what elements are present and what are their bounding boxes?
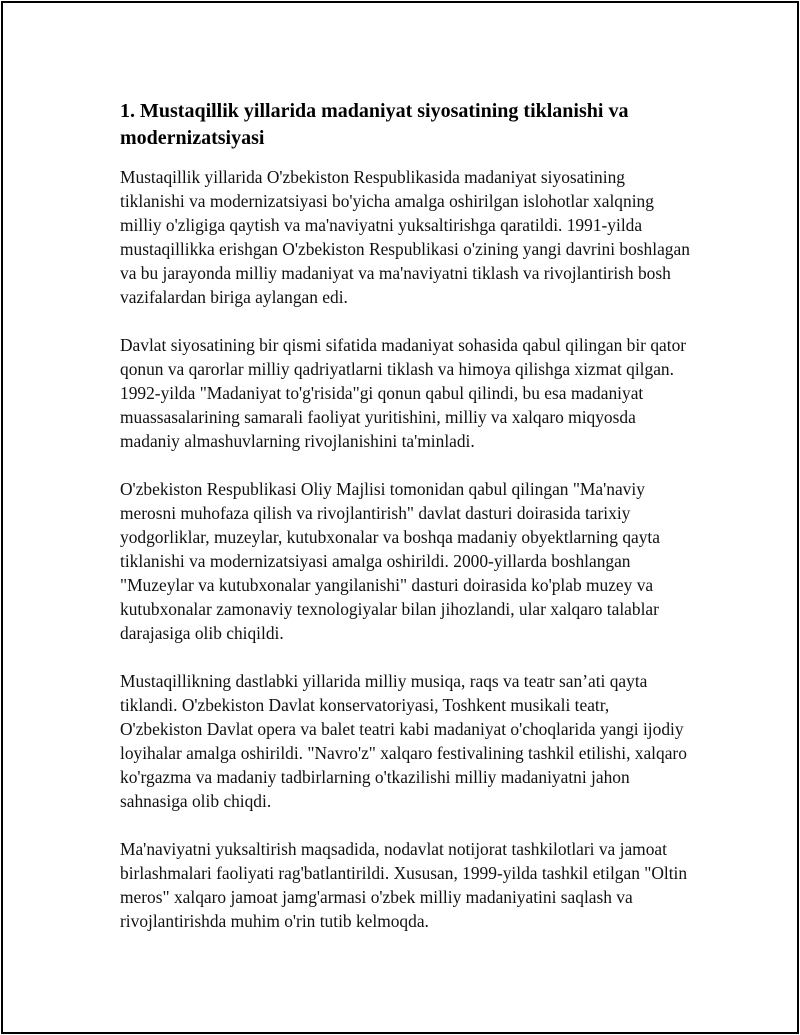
section-heading: 1. Mustaqillik yillarida madaniyat siyosatining tiklanishi va modernizatsiyasi — [120, 100, 629, 149]
document-body — [120, 98, 692, 957]
page-frame — [1, 1, 799, 1034]
paragraph-2: Davlat siyosatining bir qismi sifatida madaniyat sohasida qabul qilingan bir qator qonun va qarorlar milliy qadriyatlarni tiklash va himoya qilishga xizmat qilgan. 1992-yilda "Madaniyat to'g'risida"gi qonun qabul qilindi, bu esa madaniyat muassasalarining samarali faoliyat yuritishini, milliy va xalqaro miqyosda madaniy almashuvlarning rivojlanishini ta'minladi. — [120, 335, 687, 451]
paragraph-1: Mustaqillik yillarida O'zbekiston Respublikasida madaniyat siyosatining tiklanishi va modernizatsiyasi bo'yicha amalga oshirilgan islohotlar xalqning milliy o'zligiga qaytish va ma'naviyatni yuksaltirishga qaratildi. 1991-yilda mustaqillikka erishgan O'zbekiston Respublikasi o'zining yangi davrini boshlagan va bu jarayonda milliy madaniyat va ma'naviyatni tiklash va rivojlantirish bosh vazifalardan biriga aylangan edi. — [120, 167, 690, 307]
paragraph-3: O'zbekiston Respublikasi Oliy Majlisi tomonidan qabul qilingan "Ma'naviy merosni muhofaza qilish va rivojlantirish" davlat dasturi doirasida tarixiy yodgorliklar, muzeylar, kutubxonalar va boshqa madaniy obyektlarning qayta tiklanishi va modernizatsiyasi amalga oshirildi. 2000-yillarda boshlangan "Muzeylar va kutubxonalar yangilanishi" dasturi doirasida ko'plab muzey va kutubxonalar zamonaviy texnologiyalar bilan jihozlandi, ular xalqaro talablar darajasiga olib chiqildi. — [120, 479, 660, 643]
paragraph-4: Mustaqillikning dastlabki yillarida milliy musiqa, raqs va teatr san’ati qayta tiklandi. O'zbekiston Davlat konservatoriyasi, Toshkent musikali teatr, O'zbekiston Davlat opera va balet teatri kabi madaniyat o'choqlarida yangi ijodiy loyihalar amalga oshirildi. "Navro'z" xalqaro festivalining tashkil etilishi, xalqaro ko'rgazma va madaniy tadbirlarning o'tkazilishi milliy madaniyatni jahon sahnasiga olib chiqdi. — [120, 671, 687, 811]
paragraph-5: Ma'naviyatni yuksaltirish maqsadida, nodavlat notijorat tashkilotlari va jamoat birlashmalari faoliyati rag'batlantirildi. Xususan, 1999-yilda tashkil etilgan "Oltin meros" xalqaro jamoat jamg'armasi o'zbek milliy madaniyatini saqlash va rivojlantirishda muhim o'rin tutib kelmoqda. — [120, 839, 688, 931]
